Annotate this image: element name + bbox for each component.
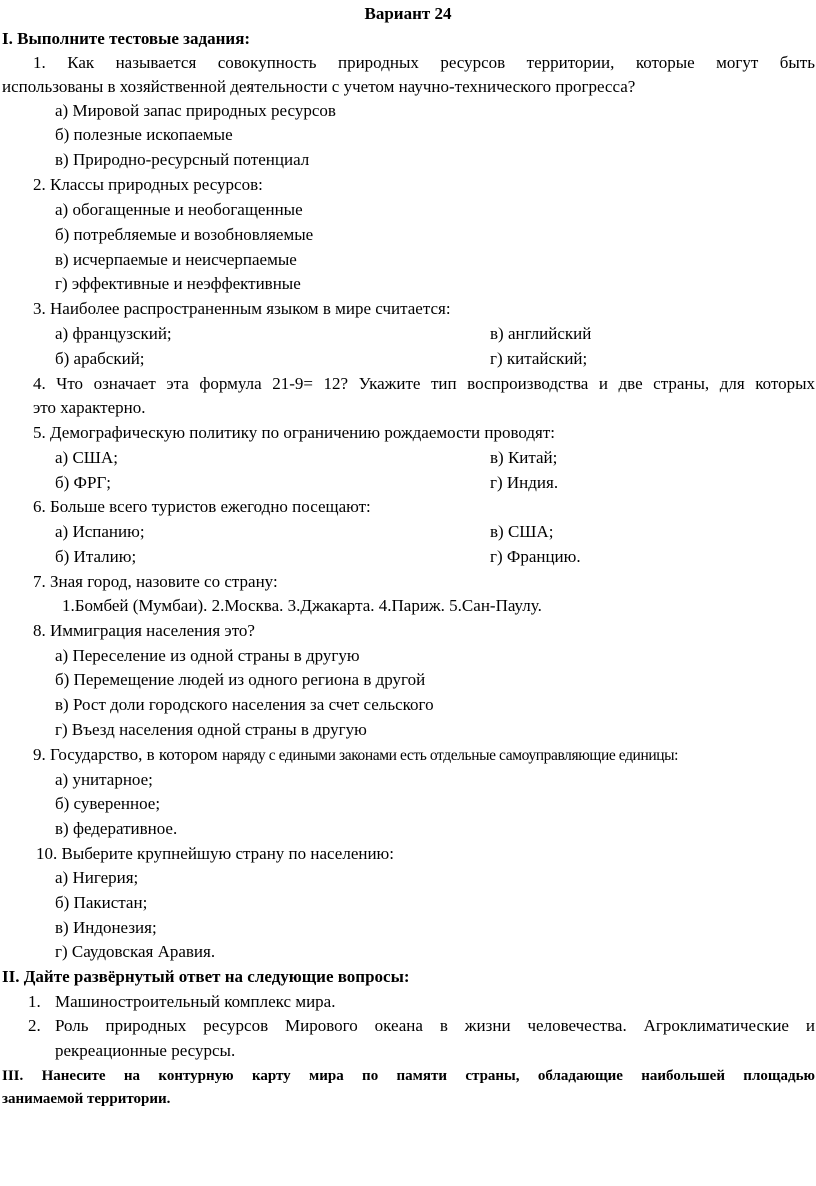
- q2-text: 2. Классы природных ресурсов:: [33, 175, 263, 194]
- q3-option-b: б) арабский;: [55, 349, 145, 368]
- q1-text-line-2: использованы в хозяйственной деятельности с учетом научно-технического прогресса?: [2, 77, 636, 96]
- q5-option-d: г) Индия.: [490, 473, 559, 492]
- q10-option-b: б) Пакистан;: [55, 893, 148, 912]
- section-3-text-line-2: занимаемой территории.: [2, 1091, 171, 1107]
- q1-text-line-1: 1. Как называется совокупность природных ресурсов территории, которые могут быть: [33, 53, 815, 72]
- q5-option-c: в) Китай;: [490, 448, 558, 467]
- q5-text: 5. Демографическую политику по ограничению рождаемости проводят:: [33, 423, 556, 442]
- section-2-item-2-text-line-2: рекреационные ресурсы.: [55, 1041, 236, 1060]
- q8-option-d: г) Въезд населения одной страны в другую: [55, 720, 367, 739]
- q10-option-a: а) Нигерия;: [55, 868, 139, 887]
- q6-option-d: г) Францию.: [490, 547, 581, 566]
- q9-text-end: наряду с едиными законами есть отдельные самоуправляющие единицы:: [221, 747, 679, 764]
- q8-option-a: а) Переселение из одной страны в другую: [55, 646, 360, 665]
- q4-text-line-2: это характерно.: [33, 398, 146, 417]
- section-2-item-1-text: Машиностроительный комплекс мира.: [55, 992, 336, 1011]
- variant-title: Вариант 24: [364, 4, 452, 23]
- q6-text: 6. Больше всего туристов ежегодно посещают:: [33, 497, 371, 516]
- q2-option-d: г) эффективные и неэффективные: [55, 274, 301, 293]
- q3-option-a: а) французский;: [55, 324, 172, 343]
- q6-option-a: а) Испанию;: [55, 522, 145, 541]
- q9-option-c: в) федеративное.: [55, 819, 178, 838]
- q8-text: 8. Иммиграция населения это?: [33, 621, 255, 640]
- q3-text: 3. Наиболее распространенным языком в мире считается:: [33, 299, 451, 318]
- q4-text-line-1: 4. Что означает эта формула 21-9= 12? Укажите тип воспроизводства и две страны, для которых: [33, 374, 815, 393]
- q2-option-b: б) потребляемые и возобновляемые: [55, 225, 314, 244]
- q7-text: 7. Зная город, назовите со страну:: [33, 572, 278, 591]
- q10-text: 10. Выберите крупнейшую страну по населению:: [36, 844, 394, 863]
- q9-option-a: а) унитарное;: [55, 770, 153, 789]
- q8-option-c: в) Рост доли городского населения за счет сельского: [55, 695, 434, 714]
- section-1-heading: I. Выполните тестовые задания:: [2, 29, 251, 48]
- section-2-item-2-number: 2.: [28, 1016, 41, 1035]
- q2-option-a: а) обогащенные и необогащенные: [55, 200, 303, 219]
- q6-option-b: б) Италию;: [55, 547, 137, 566]
- q10-option-d: г) Саудовская Аравия.: [55, 942, 216, 961]
- section-2-item-2-text-line-1: Роль природных ресурсов Мирового океана в жизни человечества. Агроклиматические и: [55, 1016, 815, 1035]
- q2-option-c: в) исчерпаемые и неисчерпаемые: [55, 250, 297, 269]
- q9-text-start: 9. Государство, в котором: [33, 745, 222, 764]
- q9-text: [33, 745, 678, 766]
- q5-option-b: б) ФРГ;: [55, 473, 111, 492]
- q3-option-d: г) китайский;: [490, 349, 588, 368]
- q1-option-c: в) Природно-ресурсный потенциал: [55, 150, 310, 169]
- q9-option-b: б) суверенное;: [55, 794, 161, 813]
- q8-option-b: б) Перемещение людей из одного региона в другой: [55, 670, 426, 689]
- section-2-heading: II. Дайте развёрнутый ответ на следующие вопросы:: [2, 967, 410, 986]
- q7-cities: 1.Бомбей (Мумбаи). 2.Москва. 3.Джакарта. 4.Париж. 5.Сан-Паулу.: [62, 596, 542, 615]
- q5-option-a: а) США;: [55, 448, 118, 467]
- q10-option-c: в) Индонезия;: [55, 918, 157, 937]
- q6-option-c: в) США;: [490, 522, 554, 541]
- q3-option-c: в) английский: [490, 324, 592, 343]
- section-2-item-1-number: 1.: [28, 992, 41, 1011]
- q1-option-b: б) полезные ископаемые: [55, 125, 233, 144]
- section-3-text-line-1: III. Нанесите на контурную карту мира по памяти страны, обладающие наибольшей площадью: [2, 1068, 815, 1084]
- q1-option-a: а) Мировой запас природных ресурсов: [55, 101, 336, 120]
